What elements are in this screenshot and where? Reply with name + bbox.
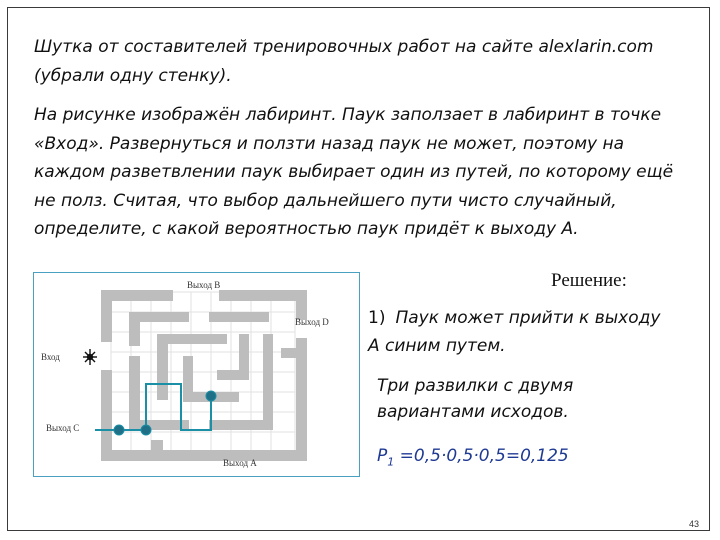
branch-node-1 [114,425,124,435]
branch-node-2 [141,425,151,435]
formula-subscript: 1 [387,455,395,469]
solution-step-1 [368,304,668,360]
maze-figure [33,272,360,477]
step-text: Паук может прийти к выходу А синим путем. [368,308,661,356]
exit-b-label: Выход B [187,280,221,290]
exit-c-label: Выход C [46,423,80,433]
step-number: 1) [368,308,386,328]
exit-d-label: Выход D [295,317,329,327]
entrance-label: Вход [41,352,60,362]
probability-formula [377,446,569,468]
maze-diagram [33,272,360,477]
intro-text: Шутка от составителей тренировочных работ на сайте alexlarin.com (убрали одну стенку). [34,37,654,86]
branch-node-3 [206,391,216,401]
problem-text: На рисунке изображён лабиринт. Паук заползает в лабиринт в точке «Вход». Развернуться и ползти назад паук не может, поэтому на каждом разветвлении паук выбирает один из путей, по которому ещё не полз. Считая, что выбор дальнейшего пути чисто случайный, определите, с какой вероятностью паук придёт к выходу А. [34,105,674,239]
formula-expression: =0,5·0,5·0,5=0,125 [394,446,569,466]
page-number: 43 [689,519,700,529]
branching-note: Три развилки с двумя вариантами исходов. [377,376,574,422]
formula-symbol: P [377,446,388,466]
exit-a-label: Выход A [223,458,257,468]
solution-heading: Решение: [551,270,627,291]
